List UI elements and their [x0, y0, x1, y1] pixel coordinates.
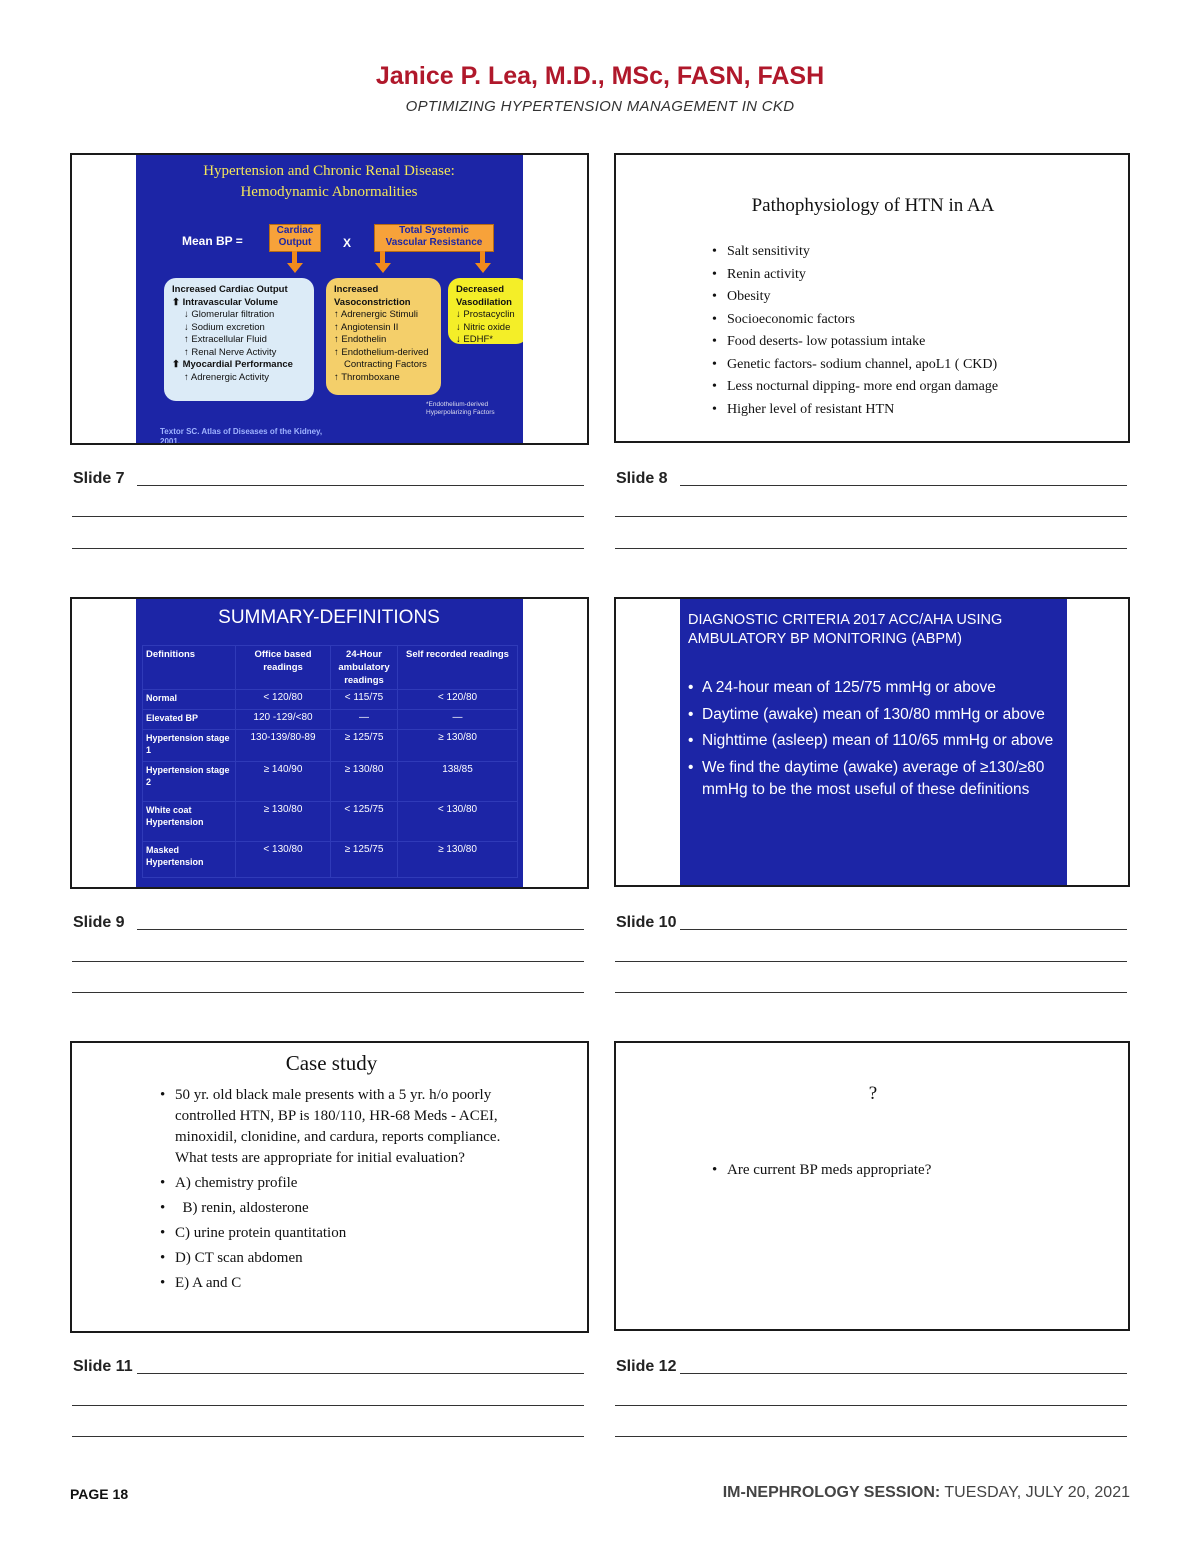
- table-row: Hypertension stage 2 ≥ 140/90 ≥ 130/80 138/85: [143, 762, 518, 802]
- note-line: [615, 1405, 1127, 1406]
- note-line: [72, 961, 584, 962]
- note-line: [72, 516, 584, 517]
- down-arrow-icon: [287, 263, 303, 273]
- table-row: Normal < 120/80 < 115/75 < 120/80: [143, 690, 518, 710]
- list-item: • Food deserts- low potassium intake: [712, 331, 998, 354]
- slide-12-list: [712, 1159, 931, 1181]
- slide-9-label: Slide 9: [73, 914, 125, 931]
- slide-10-background: [680, 599, 1067, 885]
- table-row: White coat Hypertension ≥ 130/80 < 125/75 < 130/80: [143, 802, 518, 842]
- note-line: [137, 929, 584, 930]
- slide-9-frame: [70, 597, 589, 889]
- list-item: • A) chemistry profile: [160, 1173, 520, 1194]
- slide-8-label: Slide 8: [616, 470, 668, 487]
- page-header-name: Janice P. Lea, M.D., MSc, FASN, FASH: [375, 62, 825, 90]
- note-line: [615, 992, 1127, 993]
- note-line: [680, 485, 1127, 486]
- table-header-row: [143, 646, 518, 690]
- note-line: [615, 1436, 1127, 1437]
- slide-12-title: ?: [868, 1083, 878, 1104]
- mean-bp-label: Mean BP =: [182, 234, 243, 248]
- list-item: • Socioeconomic factors: [712, 309, 998, 332]
- arrow-shaft-1: [292, 251, 297, 263]
- slide-11-list: [160, 1085, 520, 1294]
- list-item: • We find the daytime (awake) average of ≥130/≥80 mmHg to be the most useful of these definitions: [688, 757, 1066, 802]
- slide-11-frame: [70, 1041, 589, 1333]
- table-row: Masked Hypertension < 130/80 ≥ 125/75 ≥ 130/80: [143, 842, 518, 878]
- table-header: Self recorded readings: [398, 646, 518, 690]
- list-item: • Nighttime (asleep) mean of 110/65 mmHg or above: [688, 730, 1066, 753]
- note-line: [680, 1373, 1127, 1374]
- list-item: • B) renin, aldosterone: [160, 1198, 520, 1219]
- session-info: IM-NEPHROLOGY SESSION: TUESDAY, JULY 20, 2021: [722, 1484, 1130, 1501]
- tsvr-box: Total Systemic Vascular Resistance: [374, 224, 494, 252]
- down-arrow-icon: [475, 263, 491, 273]
- arrow-shaft-3: [480, 251, 485, 263]
- cardiac-output-box: Cardiac Output: [269, 224, 321, 252]
- note-line: [72, 992, 584, 993]
- table-row: Hypertension stage 1 130-139/80-89 ≥ 125/75 ≥ 130/80: [143, 730, 518, 762]
- note-line: [615, 516, 1127, 517]
- list-item: • E) A and C: [160, 1273, 520, 1294]
- list-item: • 50 yr. old black male presents with a 5 yr. h/o poorly controlled HTN, BP is 180/110, HR-68 Meds - ACEI, minoxidil, clonidine, and cardura, reports compliance. What tests are appropriate for initial evaluation?: [160, 1085, 520, 1169]
- edhf-footnote: *Endothelium-derived Hyperpolarizing Factors: [426, 401, 495, 416]
- vasoconstriction-box: Increased Vasoconstriction ↑ Adrenergic Stimuli ↑ Angiotensin II ↑ Endothelin ↑ Endothelium-derived Contracting Factors ↑ Thromboxane: [326, 278, 441, 395]
- slide-10-frame: [614, 597, 1130, 887]
- table-header: Office based readings: [236, 646, 331, 690]
- list-item: • C) urine protein quantitation: [160, 1223, 520, 1244]
- page-number: PAGE 18: [70, 1486, 129, 1502]
- slide-7-frame: [70, 153, 589, 445]
- slide-11-label: Slide 11: [73, 1358, 133, 1375]
- list-item: • Daytime (awake) mean of 130/80 mmHg or above: [688, 704, 1066, 727]
- slide-12-label: Slide 12: [616, 1358, 677, 1375]
- list-item: • Salt sensitivity: [712, 241, 998, 264]
- slide-9-title: SUMMARY-DEFINITIONS: [218, 607, 440, 628]
- slide-11-title: Case study: [285, 1051, 378, 1075]
- slide-7-label: Slide 7: [73, 470, 125, 487]
- list-item: • Renin activity: [712, 264, 998, 287]
- slide-10-label: Slide 10: [616, 914, 677, 931]
- note-line: [72, 548, 584, 549]
- list-item: • Obesity: [712, 286, 998, 309]
- slide-7-title: Hypertension and Chronic Renal Disease: Hemodynamic Abnormalities: [203, 163, 455, 200]
- slide-9-background: [136, 599, 523, 887]
- note-line: [137, 1373, 584, 1374]
- table-header: Definitions: [143, 646, 236, 690]
- table-row: Elevated BP 120 -129/<80 — —: [143, 710, 518, 730]
- list-item: • Less nocturnal dipping- more end organ damage: [712, 376, 998, 399]
- list-item: • Higher level of resistant HTN: [712, 399, 998, 422]
- list-item: • Are current BP meds appropriate?: [712, 1159, 931, 1181]
- definitions-table: [142, 645, 518, 878]
- list-item: • A 24-hour mean of 125/75 mmHg or above: [688, 677, 1066, 700]
- list-item: • D) CT scan abdomen: [160, 1248, 520, 1269]
- page-header-subtitle: OPTIMIZING HYPERTENSION MANAGEMENT IN CKD: [405, 98, 795, 115]
- table-header: 24-Hour ambulatory readings: [331, 646, 398, 690]
- slide-8-title: Pathophysiology of HTN in AA: [751, 195, 995, 216]
- slide-10-list: [688, 677, 1066, 806]
- cardiac-output-details-box: Increased Cardiac Output ⬆ Intravascular Volume ↓ Glomerular filtration ↓ Sodium excretion ↑ Extracellular Fluid ↑ Renal Nerve Activity ⬆ Myocardial Performance ↑ Adrenergic Activity: [164, 278, 314, 401]
- down-arrow-icon: [375, 263, 391, 273]
- arrow-shaft-2: [380, 251, 385, 263]
- slide-7-background: [136, 155, 523, 443]
- note-line: [72, 1405, 584, 1406]
- slide-8-frame: [614, 153, 1130, 443]
- note-line: [680, 929, 1127, 930]
- note-line: [72, 1436, 584, 1437]
- slide-10-title: DIAGNOSTIC CRITERIA 2017 ACC/AHA USING AMBULATORY BP MONITORING (ABPM): [688, 612, 1003, 647]
- slide-7-citation: Textor SC. Atlas of Diseases of the Kidney, 2001.: [160, 427, 323, 443]
- list-item: • Genetic factors- sodium channel, apoL1 ( CKD): [712, 354, 998, 377]
- slide-8-list: [712, 241, 998, 421]
- vasodilation-box: Decreased Vasodilation ↓ Prostacyclin ↓ Nitric oxide ↓ EDHF*: [448, 278, 523, 344]
- note-line: [615, 548, 1127, 549]
- note-line: [615, 961, 1127, 962]
- slide-12-frame: [614, 1041, 1130, 1331]
- note-line: [137, 485, 584, 486]
- multiply-sign: X: [343, 236, 352, 250]
